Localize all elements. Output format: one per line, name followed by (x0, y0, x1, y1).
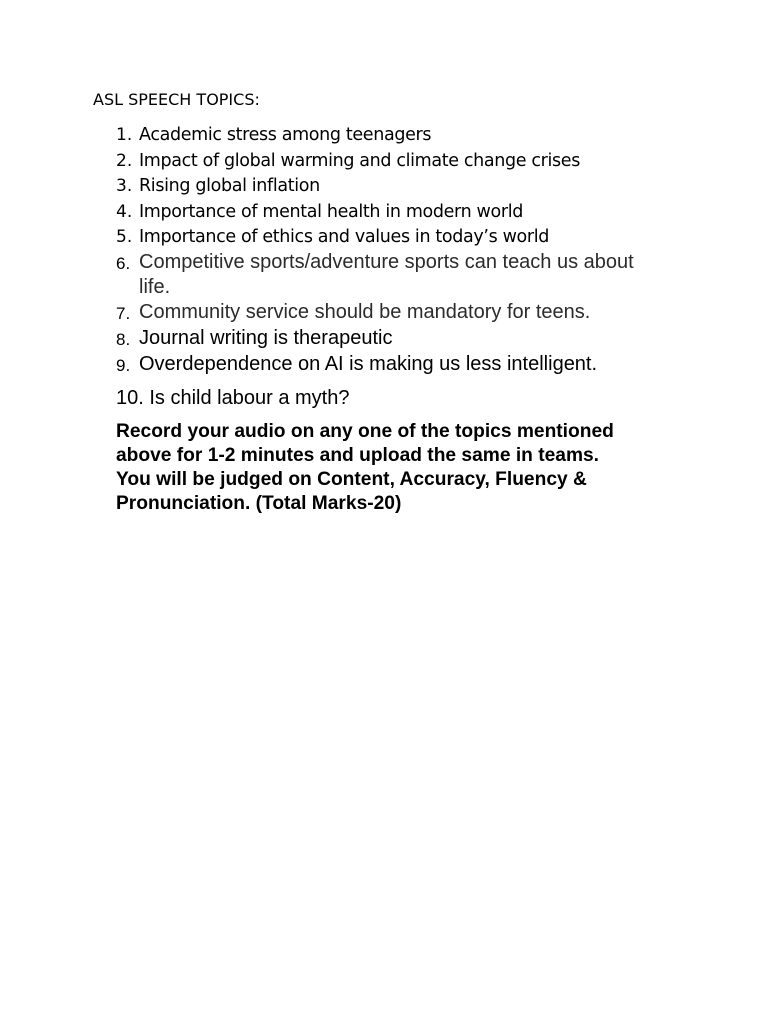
instruction-line: You will be judged on Content, Accuracy, Fluency & (116, 469, 587, 490)
list-item-text: Importance of mental health in modern world (139, 202, 523, 222)
list-item-number: 5. (116, 227, 133, 247)
instruction-line: Pronunciation. (Total Marks-20) (116, 493, 402, 514)
list-item-number: 4. (116, 202, 133, 222)
list-item-number: 6. (116, 254, 131, 273)
topic-item-10: 10. Is child labour a myth? (116, 387, 350, 409)
list-item-text: Overdependence on AI is making us less intelligent. (139, 353, 598, 375)
list-item-text: Impact of global warming and climate change crises (139, 151, 580, 171)
page-heading: ASL SPEECH TOPICS: (93, 90, 260, 109)
instruction-paragraph (116, 420, 676, 516)
list-item-text: Importance of ethics and values in today’s world (139, 227, 550, 247)
list-item-number: 7. (116, 304, 131, 323)
list-item-text: Journal writing is therapeutic (139, 327, 393, 349)
list-item-number: 2. (116, 151, 133, 171)
list-item-number: 8. (116, 330, 131, 349)
instruction-line: above for 1-2 minutes and upload the same in teams. (116, 445, 600, 466)
instruction-line: Record your audio on any one of the topics mentioned (116, 421, 614, 442)
list-item-text: life. (139, 276, 171, 298)
list-item-text: Rising global inflation (139, 176, 320, 196)
list-item-number: 3. (116, 176, 133, 196)
list-item-number: 1. (116, 125, 133, 145)
list-item-number: 9. (116, 356, 131, 375)
list-item-text: Community service should be mandatory for teens. (139, 301, 591, 323)
list-item-text: Competitive sports/adventure sports can teach us about (139, 251, 634, 273)
list-item-text: Academic stress among teenagers (139, 125, 432, 145)
